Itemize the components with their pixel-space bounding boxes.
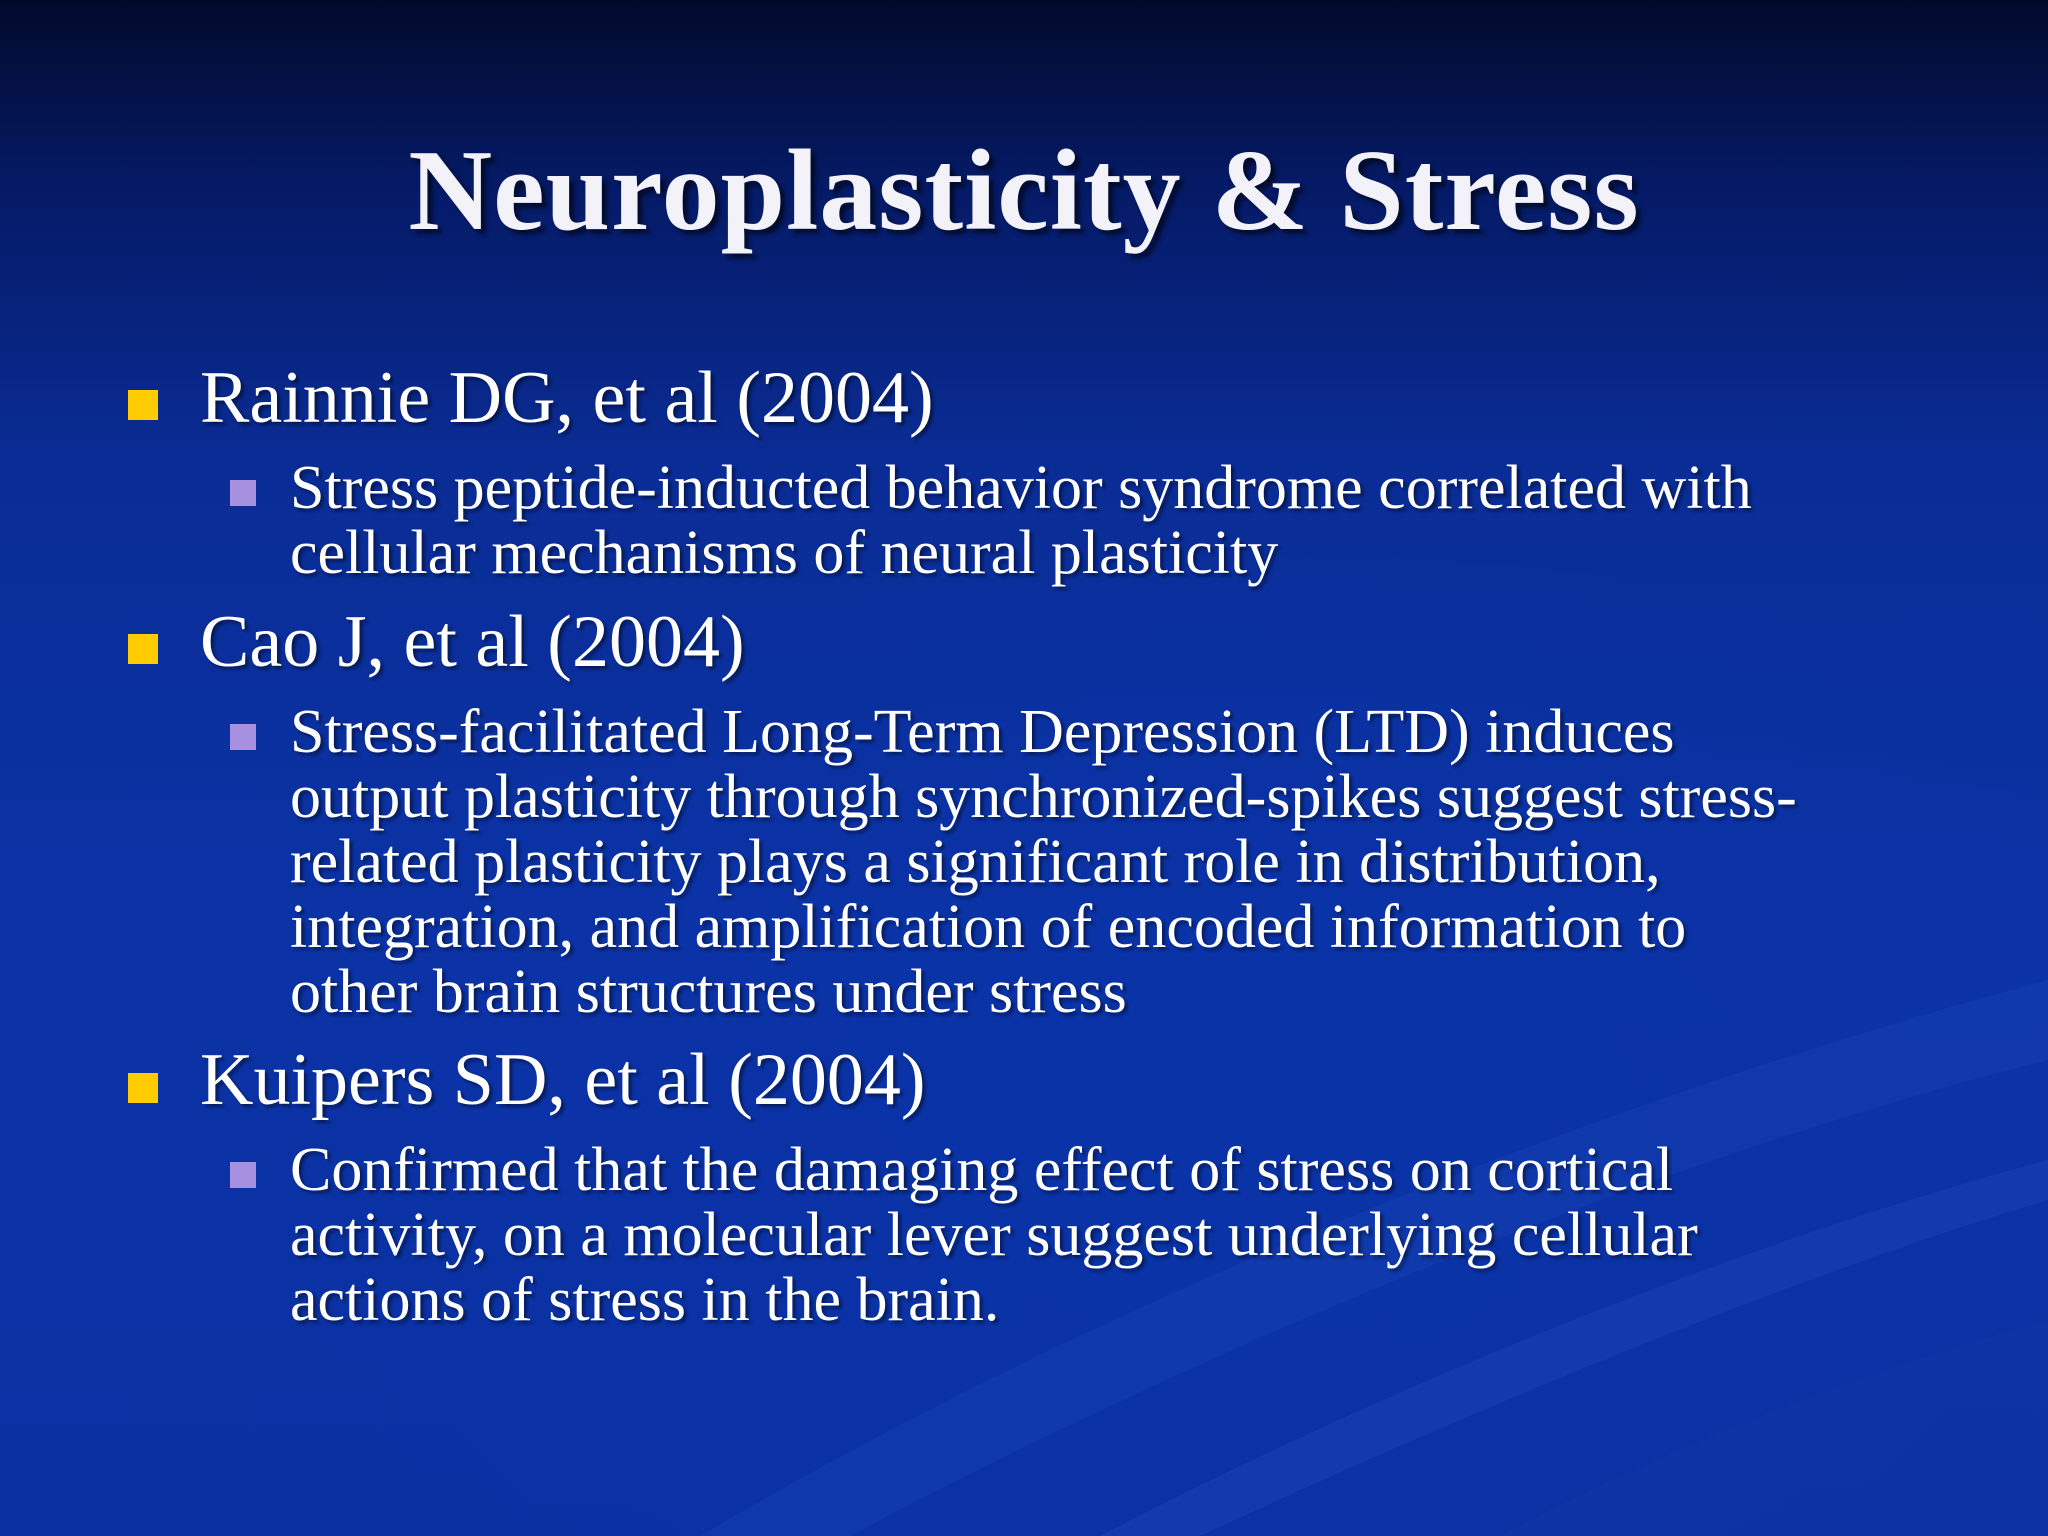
sub-bullet-square-icon: [230, 724, 256, 750]
reference-heading: Rainnie DG, et al (2004): [200, 357, 934, 439]
reference-heading: Cao J, et al (2004): [200, 601, 745, 683]
detail-line: actions of stress in the brain.: [290, 1266, 1000, 1334]
reference-heading: Kuipers SD, et al (2004): [200, 1039, 926, 1121]
bullet-square-icon: [128, 634, 158, 664]
reference-detail: [290, 456, 1910, 586]
detail-line: other brain structures under stress: [290, 958, 1127, 1026]
detail-line: Confirmed that the damaging effect of stress on cortical: [290, 1136, 1674, 1204]
detail-line: related plasticity plays a significant role in distribution,: [290, 828, 1661, 896]
reference-detail: [290, 1138, 1910, 1333]
detail-line: Stress-facilitated Long-Term Depression (LTD) induces: [290, 698, 1675, 766]
detail-line: output plasticity through synchronized-spikes suggest stress-: [290, 763, 1797, 831]
sub-bullet-square-icon: [230, 480, 256, 506]
detail-line: activity, on a molecular lever suggest underlying cellular: [290, 1201, 1698, 1269]
detail-line: cellular mechanisms of neural plasticity: [290, 519, 1279, 587]
bullet-square-icon: [128, 1073, 158, 1103]
sub-bullet-square-icon: [230, 1162, 256, 1188]
bullet-square-icon: [128, 390, 158, 420]
reference-detail: [290, 700, 1910, 1025]
detail-line: integration, and amplification of encoded information to: [290, 893, 1687, 961]
slide-title: Neuroplasticity & Stress: [408, 127, 1640, 255]
detail-line: Stress peptide-inducted behavior syndrome correlated with: [290, 454, 1752, 522]
